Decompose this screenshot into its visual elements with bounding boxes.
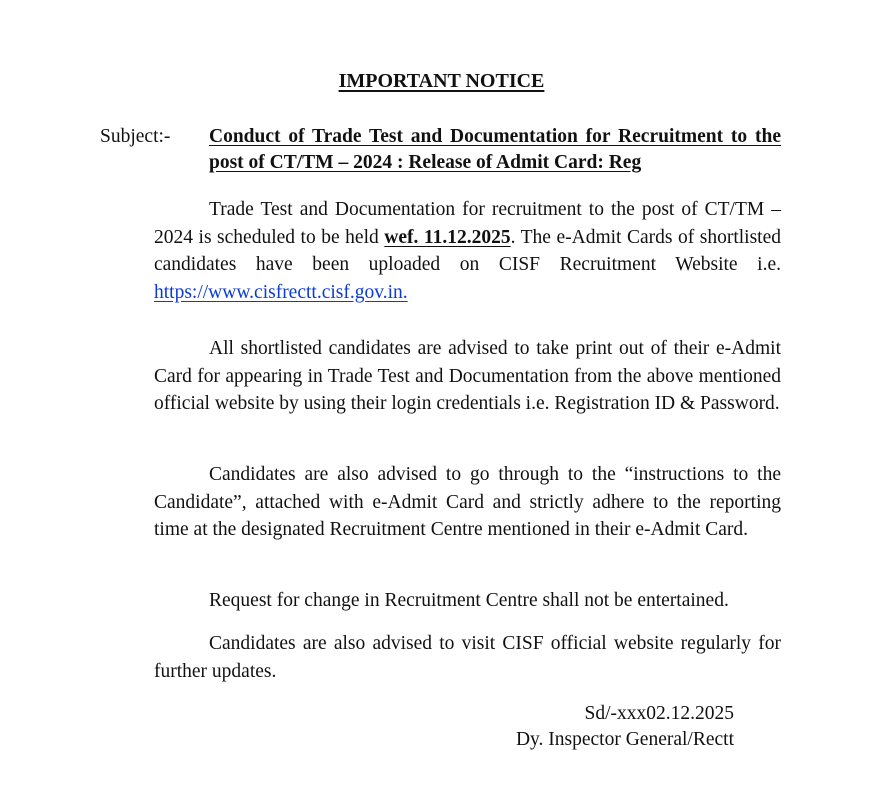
signature-date: Sd/-xxx02.12.2025 — [584, 703, 734, 724]
admit-card-text: . The e-Admit Cards of shortlisted candidates have been uploaded on CISF Recruitment Website i.e. — [154, 226, 782, 275]
notice-title: IMPORTANT NOTICE — [338, 70, 545, 92]
paragraph-print-admit-card: All shortlisted candidates are advised to take print out of their e-Admit Card for appearing in Trade Test and Documentation from the above mentioned official website by using their login credentials i.e. Registration ID & Password. — [154, 338, 781, 414]
paragraph-schedule — [154, 196, 781, 306]
subject-label: Subject:- — [100, 126, 171, 147]
paragraph-instructions: Candidates are also advised to go through to the “instructions to the Candidate”, attached with e-Admit Card and strictly adhere to the reporting time at the designated Recruitment Centre mentioned in their e-Admit Card. — [154, 464, 781, 540]
paragraph-updates: Candidates are also advised to visit CISF official website regularly for further updates. — [154, 633, 781, 682]
paragraph-centre-change: Request for change in Recruitment Centre shall not be entertained. — [209, 590, 729, 611]
recruitment-website-link[interactable]: https://www.cisfrectt.cisf.gov.in. — [154, 281, 408, 303]
signature-designation: Dy. Inspector General/Rectt — [515, 729, 734, 750]
schedule-text: Trade Test and Documentation for recruitment to the post of CT/TM – 2024 is scheduled to be held — [154, 199, 781, 248]
schedule-date: wef. 11.12.2025 — [384, 226, 511, 248]
subject-text: Conduct of Trade Test and Documentation for Recruitment to the post of CT/TM – 2024 : Release of Admit Card: Reg — [209, 126, 781, 173]
